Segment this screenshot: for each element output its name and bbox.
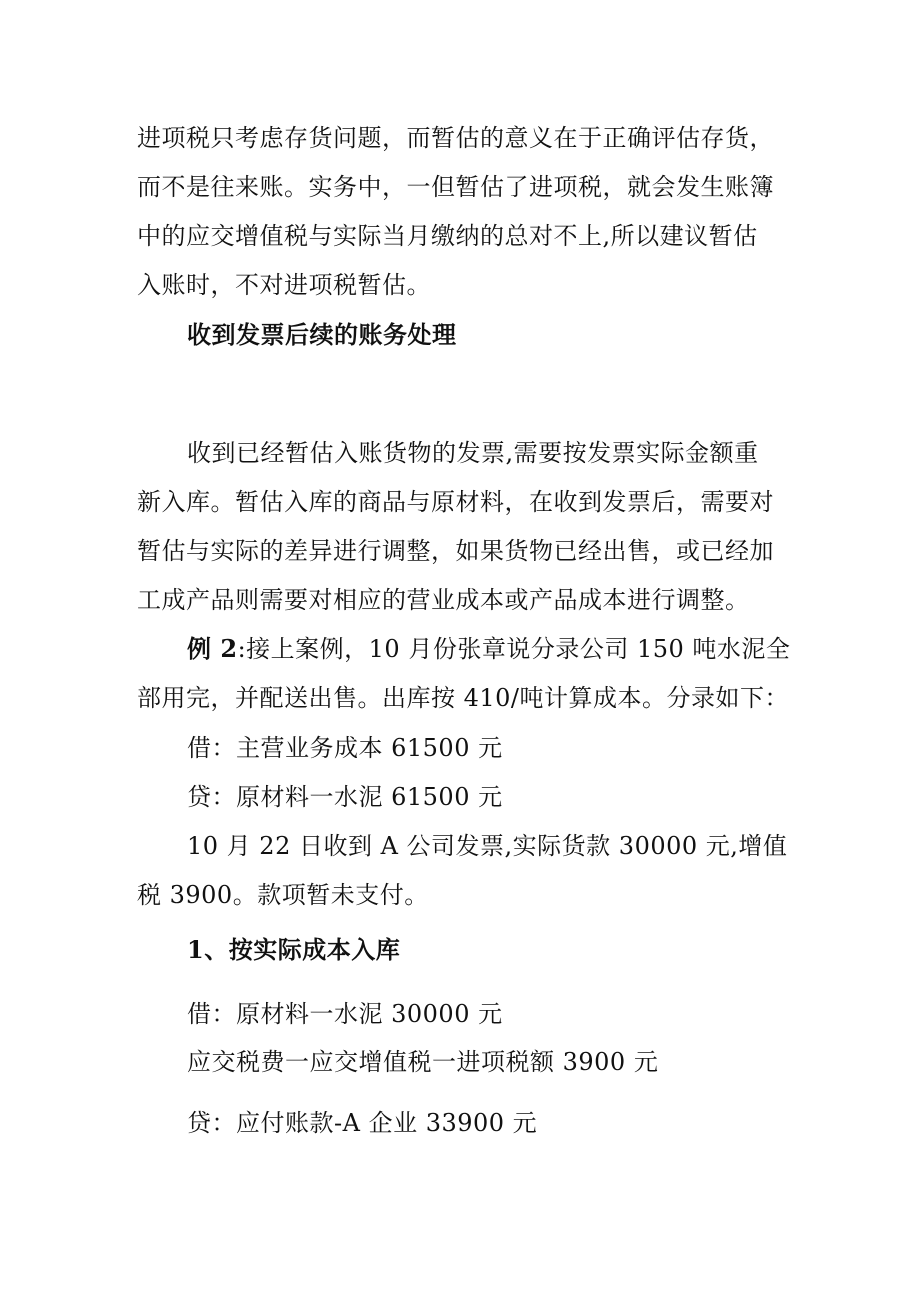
journal-entry: 借：原材料一水泥 30000 元: [187, 1000, 503, 1028]
example-label: 例 2: [187, 634, 238, 663]
paragraph-line: 新入库。暂估入库的商品与原材料，在收到发票后，需要对: [137, 488, 774, 516]
journal-entry: 应交税费一应交增值税一进项税额 3900 元: [187, 1048, 659, 1076]
paragraph-line: 收到已经暂估入账货物的发票,需要按发票实际金额重: [187, 439, 759, 467]
paragraph-line: 而不是往来账。实务中，一但暂估了进项税，就会发生账簿: [137, 173, 774, 201]
section-heading: 1、按实际成本入库: [187, 935, 401, 964]
journal-entry: 借：主营业务成本 61500 元: [187, 734, 503, 762]
paragraph-line: 进项税只考虑存货问题，而暂估的意义在于正确评估存货，: [137, 124, 774, 152]
journal-entry: 贷：原材料一水泥 61500 元: [187, 783, 503, 811]
journal-entry: 贷：应付账款-A 企业 33900 元: [187, 1109, 538, 1137]
paragraph-line: 工成产品则需要对相应的营业成本或产品成本进行调整。: [137, 586, 750, 614]
example-line: [187, 632, 790, 666]
paragraph-line: 暂估与实际的差异进行调整，如果货物已经出售，或已经加: [137, 537, 774, 565]
paragraph-line: 部用完，并配送出售。出库按 410/吨计算成本。分录如下：: [137, 684, 790, 712]
paragraph-line: 10 月 22 日收到 A 公司发票,实际货款 30000 元,增值: [187, 832, 788, 860]
section-heading: 收到发票后续的账务处理: [187, 320, 457, 349]
example-text: :接上案例，10 月份张章说分录公司 150 吨水泥全: [237, 635, 791, 663]
paragraph-line: 税 3900。款项暂未支付。: [137, 881, 429, 909]
paragraph-line: 中的应交增值税与实际当月缴纳的总对不上,所以建议暂估: [137, 222, 758, 250]
paragraph-line: 入账时，不对进项税暂估。: [137, 271, 431, 299]
